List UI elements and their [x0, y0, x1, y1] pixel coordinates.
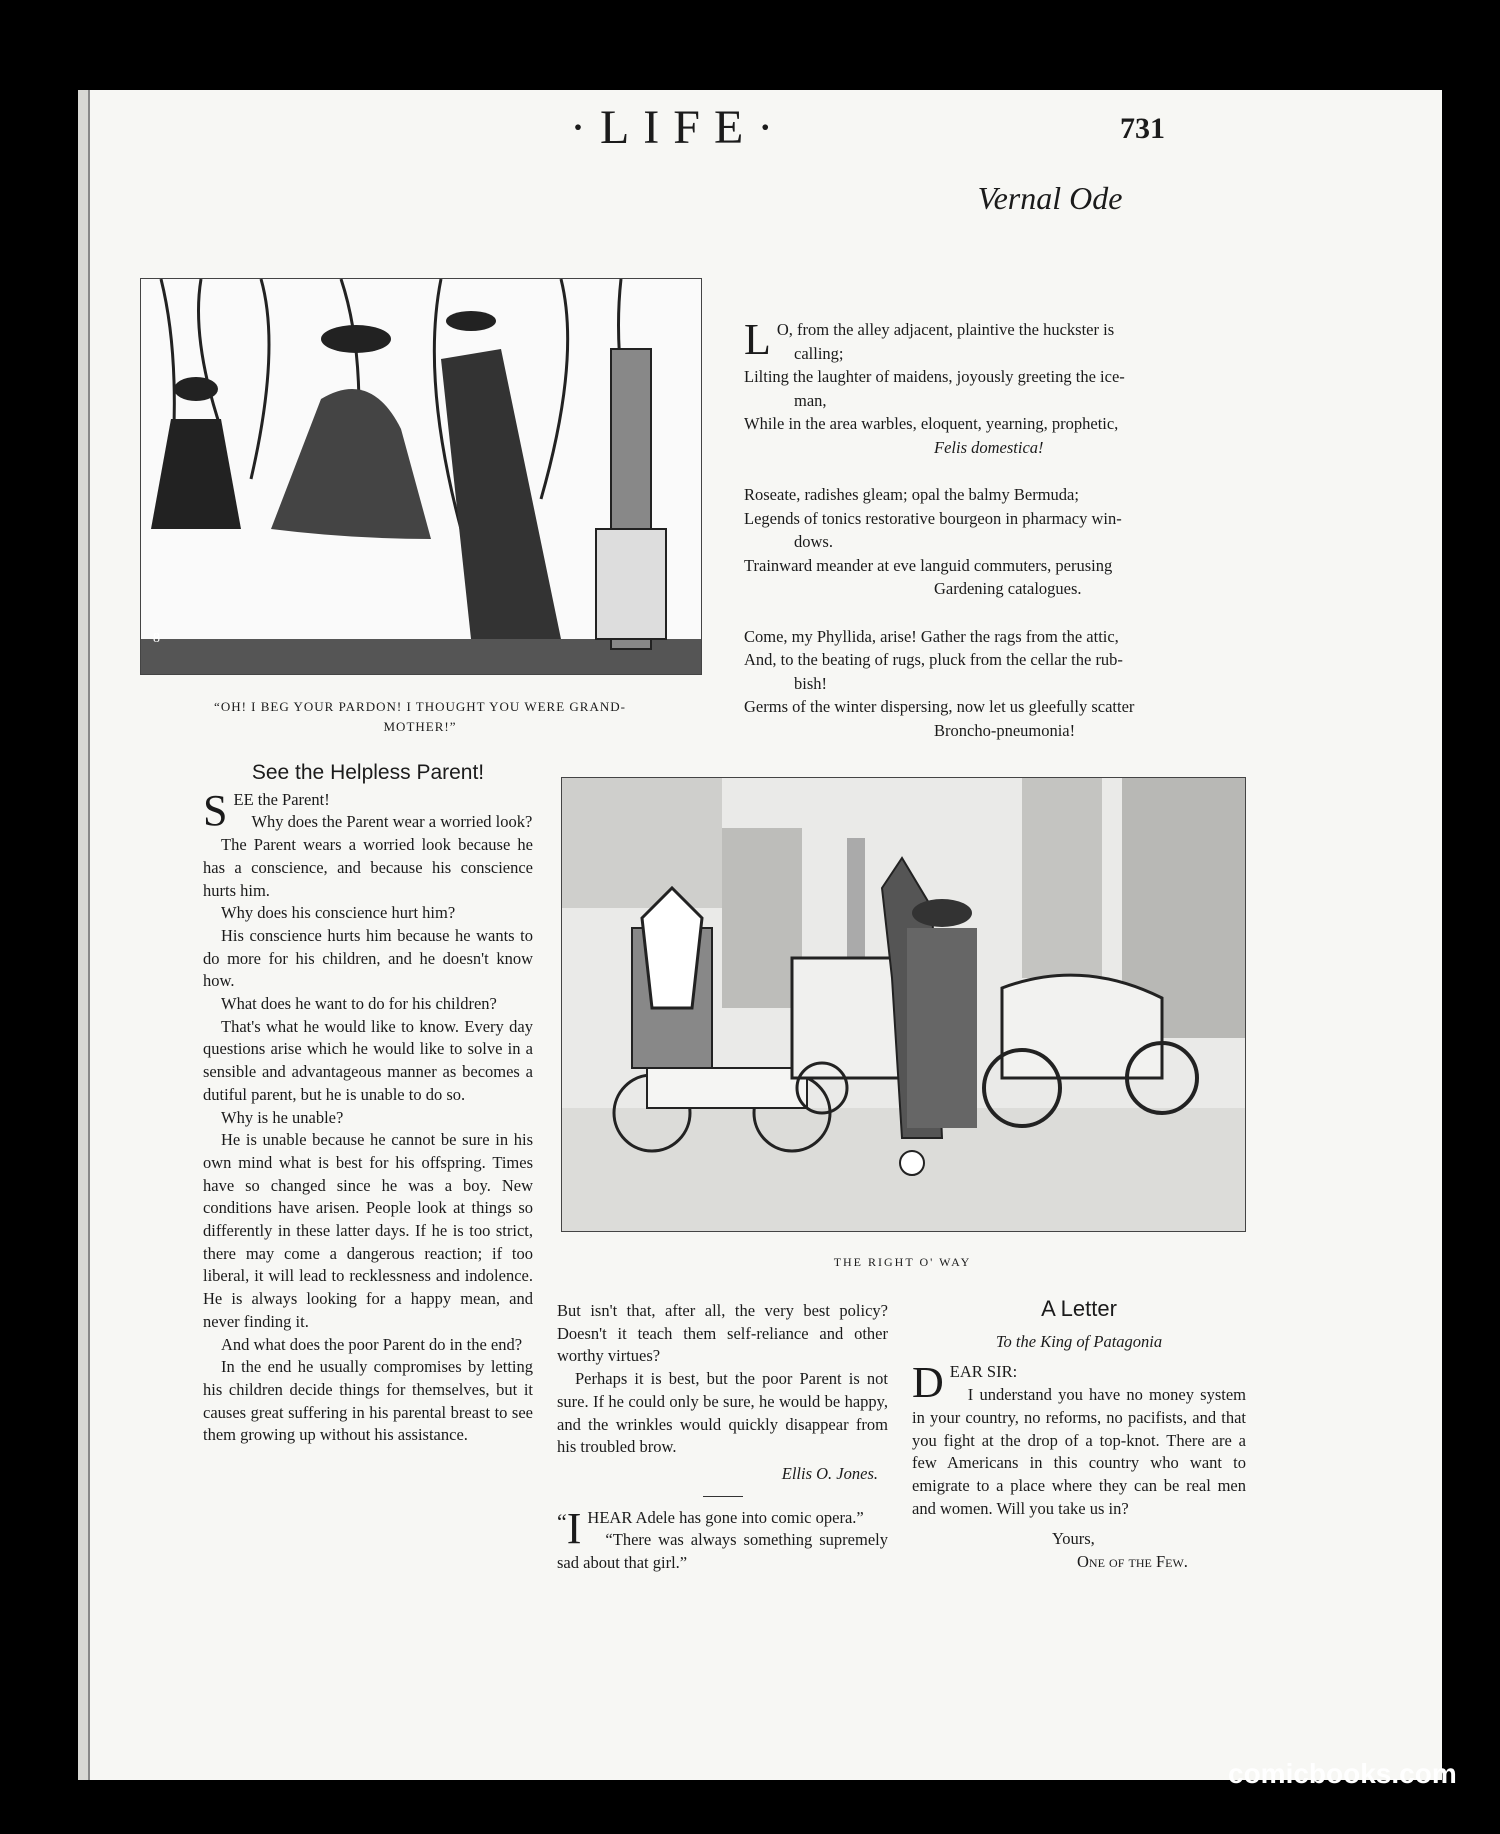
drop-cap: D [912, 1358, 944, 1408]
street-scene-drawing [562, 778, 1245, 1231]
cartoon-illustration-right-of-way [561, 777, 1246, 1232]
open-quote: “ [557, 1508, 567, 1534]
article-letter [912, 1298, 1246, 1574]
poem-line: O, from the alley adjacent, plaintive the huckster is [776, 320, 1115, 339]
salutation: EAR SIR: [949, 1362, 1018, 1382]
author-signature: Ellis O. Jones. [781, 1463, 878, 1483]
paragraph: The Parent wears a worried look because he has a conscience, and because his conscience hurts him. [203, 835, 533, 900]
poem-line: Gardening catalogues. [934, 579, 1082, 598]
poem-line: Come, my Phyllida, arise! Gather the rags from the attic, [744, 626, 1119, 646]
cartoon-drawing [141, 279, 701, 674]
caption-line-2: MOTHER!” [383, 718, 457, 734]
letter-title: A Letter [1041, 1296, 1117, 1321]
masthead: ·LIFE· [570, 101, 788, 154]
paragraph: That's what he would like to know. Every day questions arise which he would like to solve in a sensible and advantageous manner as becomes a dutiful parent, but he is unable to do so. [203, 1016, 533, 1104]
poem-title: Vernal Ode [977, 180, 1123, 216]
adele-quip [557, 1503, 888, 1575]
poem-line: Lilting the laughter of maidens, joyously greeting the ice- [744, 367, 1125, 386]
paragraph: And what does the poor Parent do in the end? [221, 1334, 523, 1354]
poem-line: dows. [794, 532, 833, 551]
poem-line: bish! [794, 673, 827, 693]
paragraph: What does he want to do for his children? [221, 994, 497, 1014]
paragraph: In the end he usually compromises by letting his children decide things for themselves, but it causes great suffering in his parental breast to see them growing up without his assistance. [203, 1357, 533, 1445]
poem-line: calling; [794, 343, 844, 363]
caption-line-1: “OH! I BEG YOUR PARDON! I THOUGHT YOU WERE GRAND- [214, 699, 626, 714]
paragraph: He is unable because he cannot be sure in his own mind what is best for his offspring. Times have so changed since he was a boy. New conditions have arisen. People look at things so differently in these latter days. If he is too strict, there may come a dangerous reaction; if too liberal, it will lead to recklessness and indolence. He is always looking for a happy mean, and never finding it. [203, 1130, 533, 1331]
cartoon-caption [140, 697, 700, 736]
divider-rule [703, 1496, 743, 1497]
poem-line: Legends of tonics restorative bourgeon in pharmacy win- [744, 508, 1122, 528]
poem-line: Germs of the winter dispersing, now let us gleefully scatter [744, 697, 1135, 716]
letter-closing: Yours, [1052, 1529, 1095, 1549]
cartoon-caption-right-of-way: THE RIGHT O' WAY [833, 1255, 972, 1269]
letter-body: I understand you have no money system in your country, no reforms, no pacifists, and that you fight at the drop of a top-knot. There are a few Americans in this country who want to emigrate to a place where they can be real men and women. Will you take us in? [912, 1385, 1246, 1518]
stanza-2 [744, 483, 1248, 601]
article-helpless-parent [203, 762, 533, 1447]
poem-line: Roseate, radishes gleam; opal the balmy Bermuda; [744, 485, 1079, 504]
article-title: See the Helpless Parent! [251, 761, 485, 784]
stanza-1 [744, 315, 1248, 459]
poem-body [744, 315, 1248, 766]
poem-line: man, [794, 390, 827, 410]
cartoon-signature: 8 [153, 631, 160, 646]
poem-line: Felis domestica! [934, 437, 1044, 457]
poem-line: And, to the beating of rugs, pluck from the cellar the rub- [744, 650, 1123, 669]
article-helpless-parent-continued [557, 1300, 888, 1575]
paragraph: Perhaps it is best, but the poor Parent is not sure. If he could only be sure, he would be happy, and the wrinkles would quickly disappear from his troubled brow. [557, 1369, 888, 1457]
paragraph: But isn't that, after all, the very best policy? Doesn't it teach them self-reliance and other worthy virtues? [557, 1301, 888, 1366]
letter-subtitle: To the King of Patagonia [995, 1331, 1163, 1351]
drop-cap: I [566, 1503, 582, 1553]
stanza-3 [744, 625, 1248, 743]
watermark: comicbooks.com [1228, 1758, 1457, 1789]
drop-cap: L [744, 315, 771, 364]
poem-line: Trainward meander at eve languid commuters, perusing [744, 555, 1113, 575]
page-number: 731 [1120, 112, 1165, 145]
paragraph: His conscience hurts him because he wants to do more for his children, and he doesn't know how. [203, 925, 533, 991]
cartoon-illustration-grandmother [140, 278, 702, 675]
drop-cap: S [203, 785, 228, 835]
page-gutter [78, 90, 90, 1780]
letter-signature: One of the Few. [1077, 1552, 1188, 1572]
paragraph: Why does the Parent wear a worried look? [251, 812, 533, 832]
poem-line: While in the area warbles, eloquent, yearning, prophetic, [744, 414, 1119, 433]
paragraph: Why is he unable? [221, 1107, 344, 1127]
poem-line: Broncho-pneumonia! [934, 720, 1076, 740]
paragraph: “There was always something supremely sad about that girl.” [557, 1530, 888, 1573]
paragraph: HEAR Adele has gone into comic opera.” [587, 1507, 864, 1527]
paragraph: EE the Parent! [233, 789, 330, 809]
paragraph: Why does his conscience hurt him? [221, 903, 456, 923]
